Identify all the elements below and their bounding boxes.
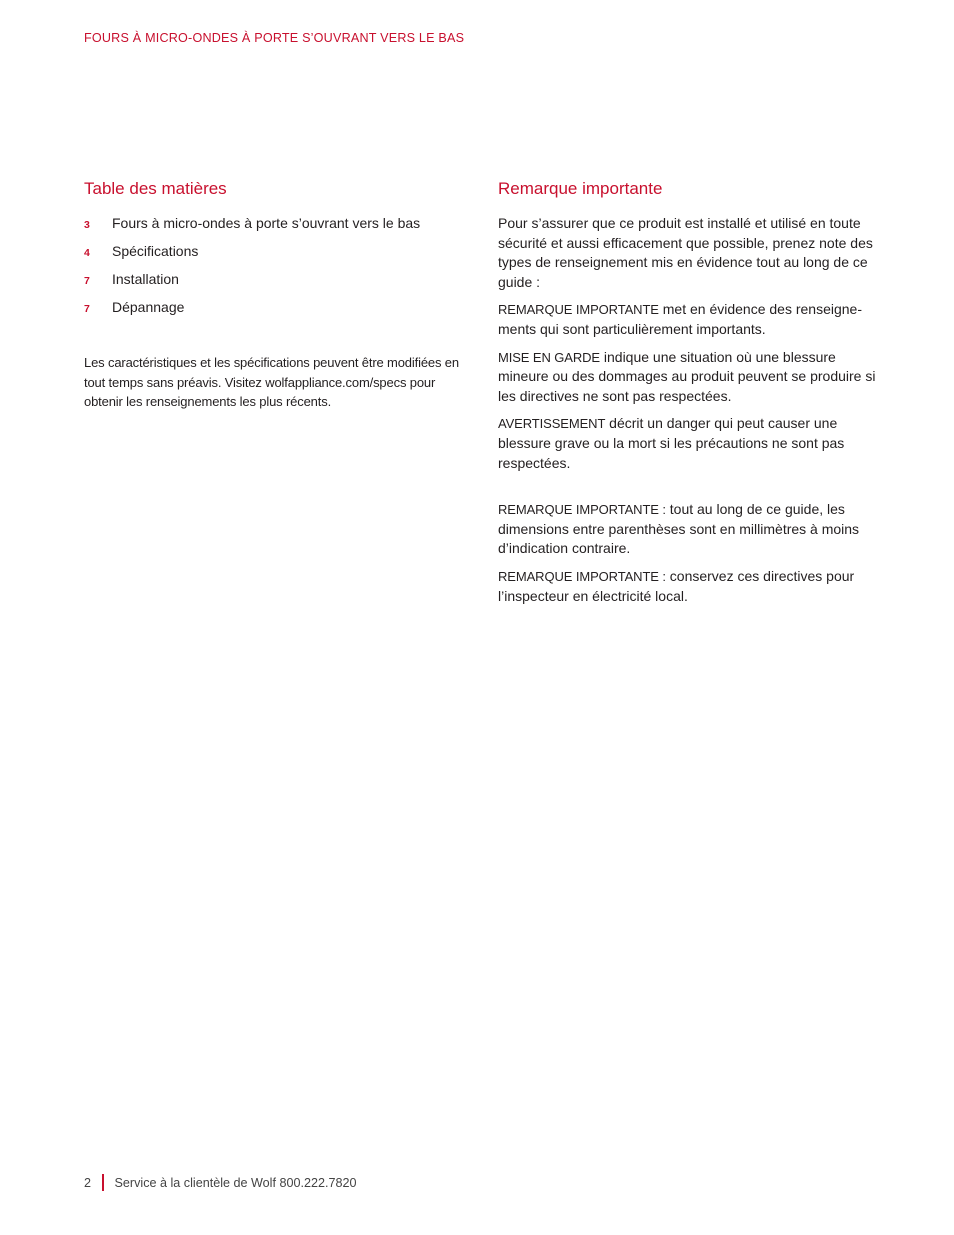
toc-item[interactable] <box>84 214 469 242</box>
notice-intro: Pour s’assurer que ce produit est installé et utilisé en toute sécurité et aussi efficacement que possible, prenez note des types de renseignement mis en évidence tout au long de ce guide : <box>498 215 873 290</box>
note-keyword: REMARQUE IMPORTANTE : <box>498 502 666 518</box>
toc-page-number: 7 <box>84 275 90 287</box>
customer-service-text: Service à la clientèle de Wolf 800.222.7820 <box>114 1175 357 1190</box>
definition-caution <box>498 348 883 407</box>
definition-keyword: REMARQUE IMPORTANTE <box>498 302 659 318</box>
notice-title: Remarque importante <box>498 179 663 198</box>
page-number: 2 <box>84 1175 92 1190</box>
toc-page-number: 4 <box>84 247 90 259</box>
note-dimensions <box>498 500 883 559</box>
definition-important <box>498 300 883 339</box>
definition-keyword: AVERTISSEMENT <box>498 416 606 432</box>
definition-text: décrit un danger qui peut causer une blessure grave ou la mort si les précautions ne sont pas respectées. <box>498 415 845 471</box>
definition-text: indique une situation où une blessure mineure ou des dommages au produit peuvent se produire si les directives ne sont pas respectées. <box>498 348 876 404</box>
toc-item-label: Fours à micro-ondes à porte s’ouvrant vers le bas <box>112 215 421 231</box>
notice-column <box>498 178 883 614</box>
toc-item[interactable] <box>84 298 469 326</box>
definition-text: met en évidence des renseignements qui sont particulièrement importants. <box>498 301 862 337</box>
toc-item[interactable] <box>84 242 469 270</box>
toc-item-label: Spécifications <box>112 243 199 259</box>
note-text: tout au long de ce guide, les dimensions entre parenthèses sont en millimètres à moins d’indication contraire. <box>498 501 860 557</box>
running-header: FOURS À MICRO-ONDES À PORTE S’OUVRANT VERS LE BAS <box>84 31 465 45</box>
toc-list <box>84 214 469 326</box>
definition-warning <box>498 414 883 473</box>
toc-title: Table des matières <box>84 179 227 198</box>
paragraph-spacer <box>498 481 883 500</box>
note-text: conservez ces directives pour l’inspecteur en électricité local. <box>498 567 855 604</box>
specs-disclaimer: Les caractéristiques et les spécifications peuvent être modifiées en tout temps sans préavis. Visitez wolfappliance.com/specs pour obtenir les renseignements les plus récents. <box>84 355 459 409</box>
toc-page-number: 3 <box>84 219 90 231</box>
toc-item-label: Installation <box>112 271 179 287</box>
toc-item-label: Dépannage <box>112 299 185 315</box>
note-keyword: REMARQUE IMPORTANTE : <box>498 568 666 584</box>
toc-item[interactable] <box>84 270 469 298</box>
definition-keyword: MISE EN GARDE <box>498 349 600 365</box>
toc-page-number: 7 <box>84 303 90 315</box>
page-footer <box>84 1174 357 1191</box>
footer-divider <box>102 1174 104 1191</box>
note-keep-instructions <box>498 567 883 606</box>
toc-column <box>84 178 469 412</box>
